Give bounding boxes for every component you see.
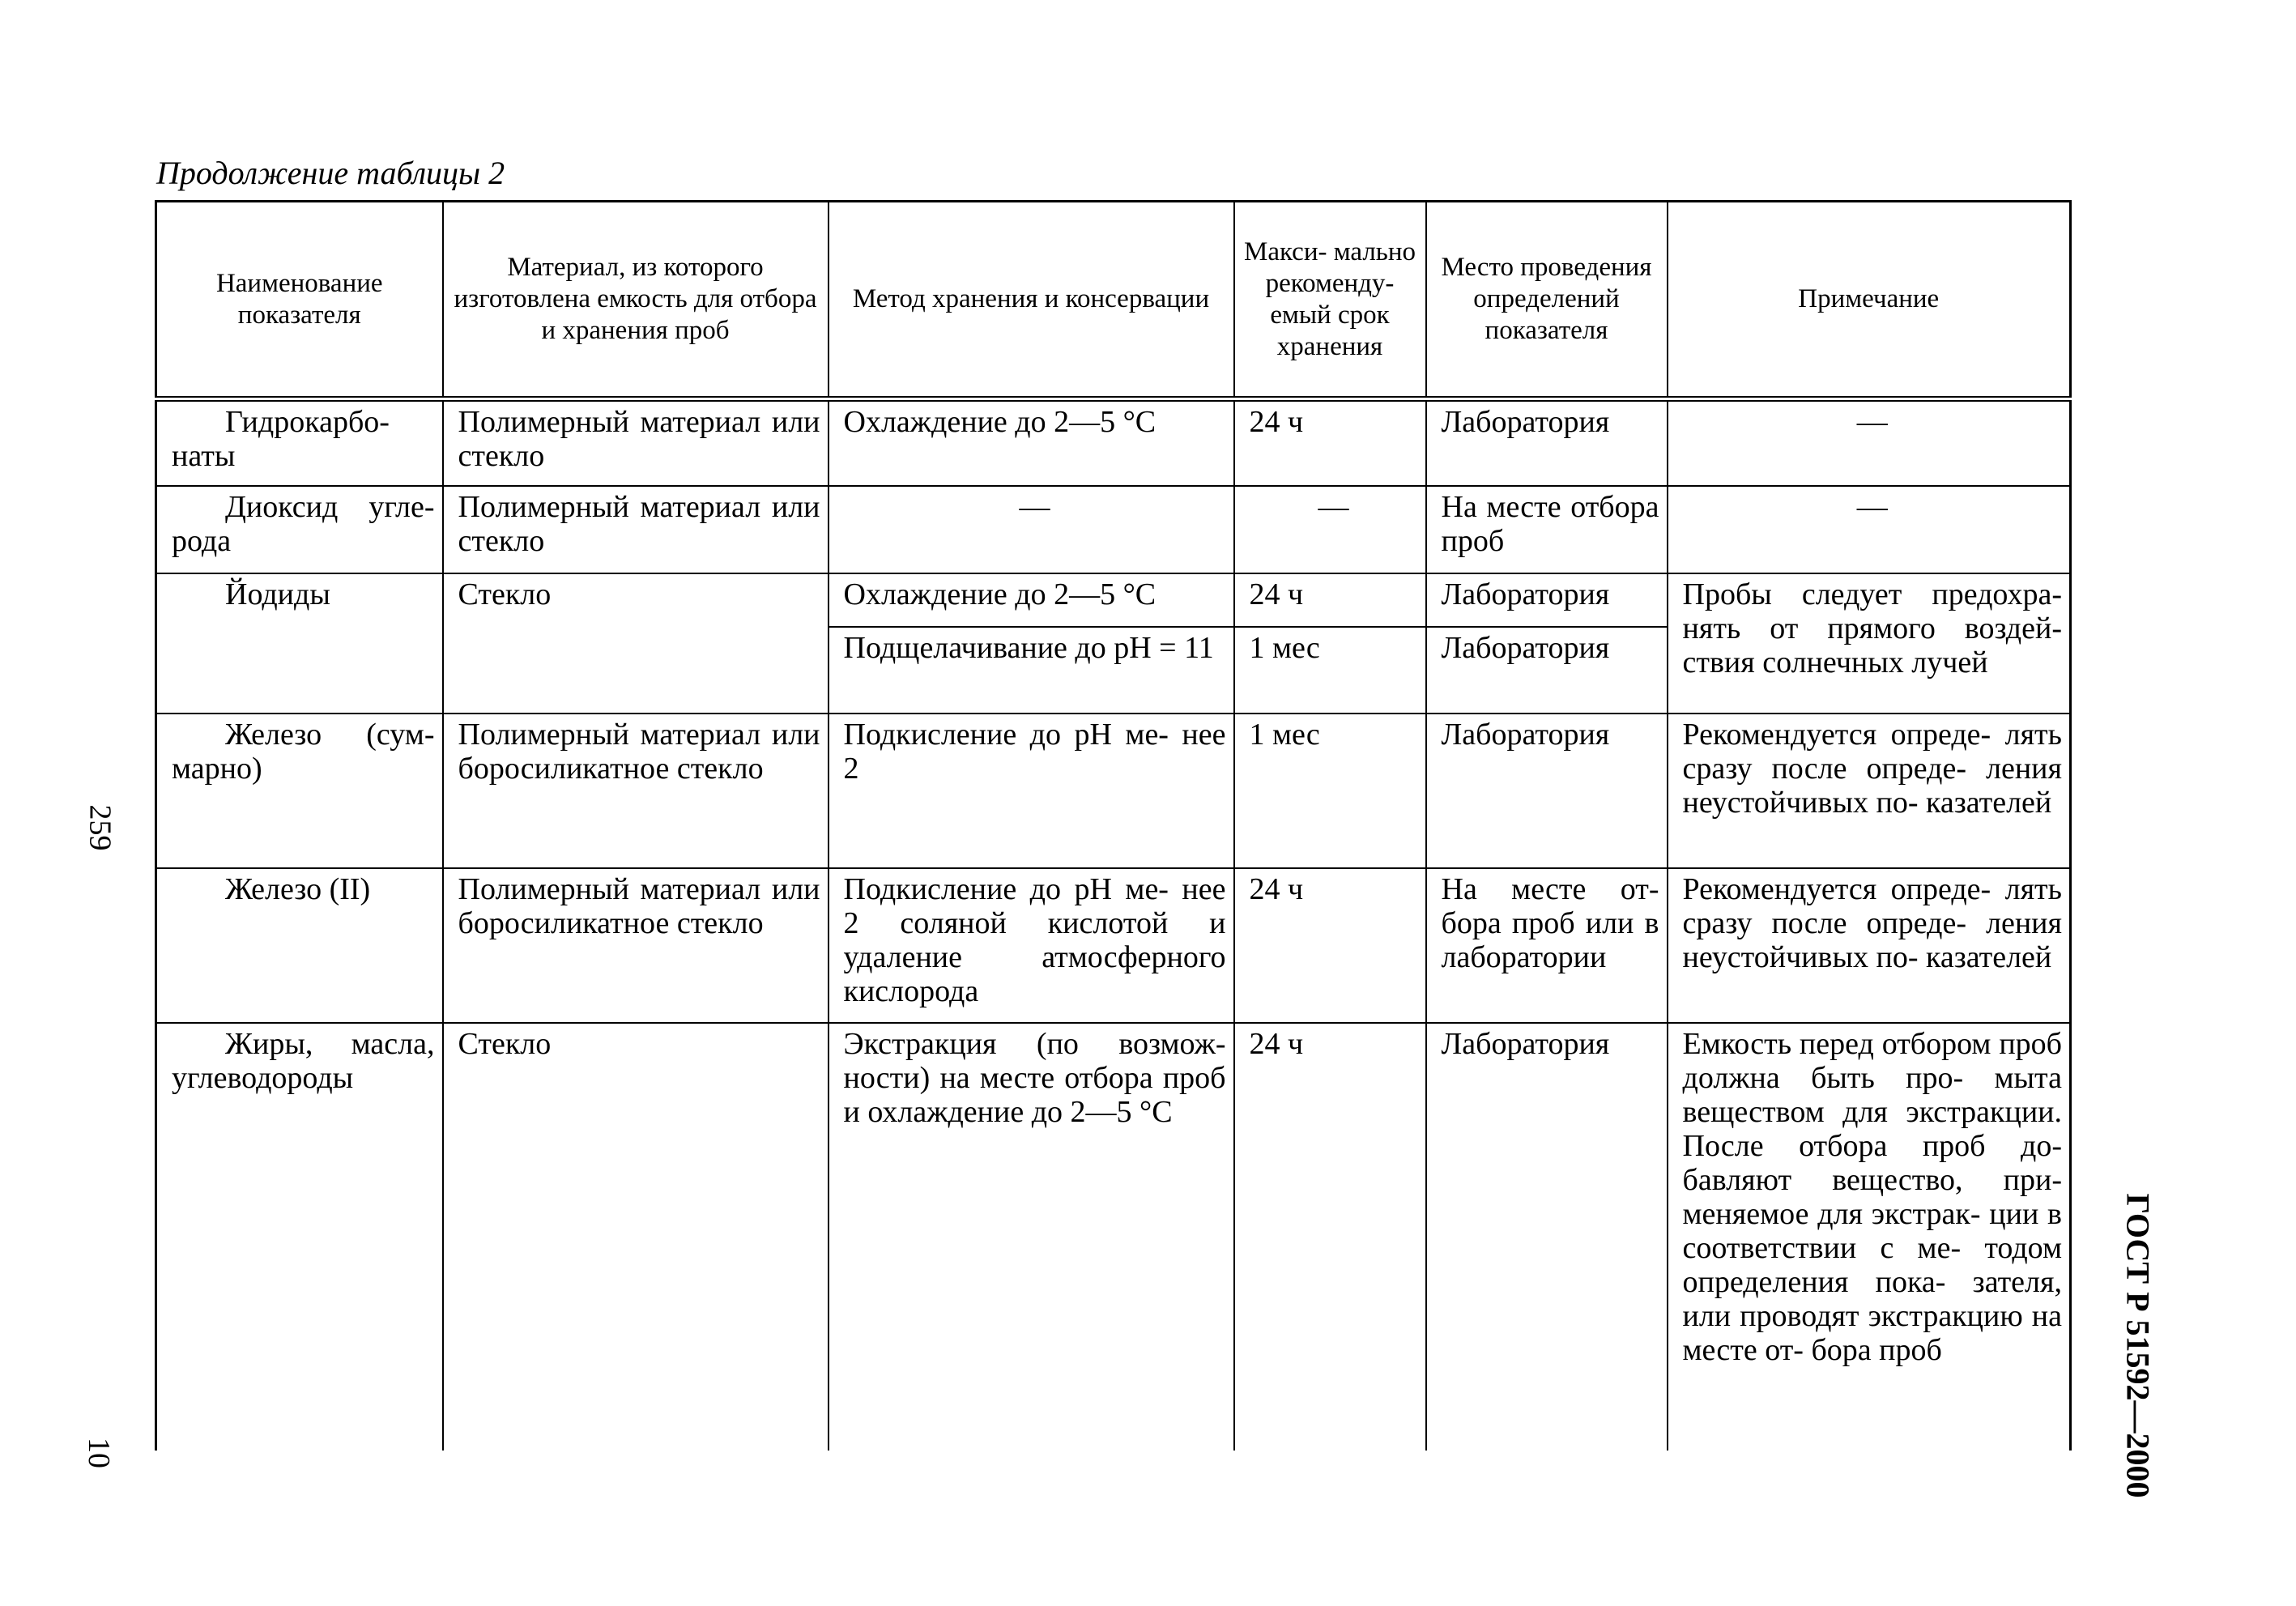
cell-place: Лаборатория — [1426, 627, 1668, 714]
table-row — [156, 868, 2071, 1023]
table-row — [156, 714, 2071, 868]
sheet-number: 10 — [82, 1438, 116, 1468]
cell-max-time: 24 ч — [1234, 399, 1426, 486]
cell-place: Лаборатория — [1426, 573, 1668, 627]
cell-place: Лаборатория — [1426, 714, 1668, 868]
header-material: Материал, из которого изготовлена емкость для отбора и хранения проб — [443, 202, 829, 399]
header-method: Метод хранения и консервации — [829, 202, 1234, 399]
header-name: Наименование показателя — [156, 202, 443, 399]
cell-material: Стекло — [443, 1023, 829, 1451]
table-row — [156, 486, 2071, 573]
cell-method: Подщелачивание до рН = 11 — [829, 627, 1234, 714]
table-row — [156, 1023, 2071, 1451]
cell-method: Экстракция (по возмож- ности) на месте отбора проб и охлаждение до 2—5 °С — [829, 1023, 1234, 1451]
header-max-time: Макси- мально рекоменду- емый срок хранения — [1234, 202, 1426, 399]
cell-place: На месте отбора проб — [1426, 486, 1668, 573]
table-row — [156, 399, 2071, 486]
cell-note: Рекомендуется опреде- лять сразу после опреде- ления неустойчивых по- казателей — [1668, 868, 2071, 1023]
cell-material: Полимерный материал или боросиликатное стекло — [443, 714, 829, 868]
cell-method: Охлаждение до 2—5 °С — [829, 573, 1234, 627]
table-caption: Продолжение таблицы 2 — [156, 155, 505, 191]
storage-table — [155, 200, 2072, 1451]
cell-place: Лаборатория — [1426, 399, 1668, 486]
header-place: Место проведения определений показателя — [1426, 202, 1668, 399]
header-note: Примечание — [1668, 202, 2071, 399]
cell-method: Подкисление до рН ме- нее 2 — [829, 714, 1234, 868]
cell-material: Полимерный материал или стекло — [443, 486, 829, 573]
table-row — [156, 573, 2071, 627]
cell-place: На месте от- бора проб или в лаборатории — [1426, 868, 1668, 1023]
cell-name: Жиры, масла, углеводороды — [156, 1023, 443, 1451]
cell-method: Подкисление до рН ме- нее 2 соляной кислотой и удаление атмосферного кислорода — [829, 868, 1234, 1023]
cell-max-time: — — [1234, 486, 1426, 573]
cell-max-time: 24 ч — [1234, 868, 1426, 1023]
cell-name: Диоксид угле- рода — [156, 486, 443, 573]
cell-note: Емкость перед отбором проб должна быть про- мыта веществом для экстракции. После отбора проб до- бавляют вещество, при- меняемое для экстрак- ции в соответствии с ме- тодом определения пока- зателя, или проводят экстракцию на месте от- бора проб — [1668, 1023, 2071, 1451]
cell-note: — — [1668, 486, 2071, 573]
cell-material: Полимерный материал или боросиликатное стекло — [443, 868, 829, 1023]
cell-material: Полимерный материал или стекло — [443, 399, 829, 486]
cell-name: Железо (II) — [156, 868, 443, 1023]
page-number: 259 — [83, 804, 117, 851]
cell-name: Железо (сум- марно) — [156, 714, 443, 868]
cell-note: Рекомендуется опреде- лять сразу после опреде- ления неустойчивых по- казателей — [1668, 714, 2071, 868]
cell-place: Лаборатория — [1426, 1023, 1668, 1451]
cell-material: Стекло — [443, 573, 829, 714]
cell-max-time: 24 ч — [1234, 1023, 1426, 1451]
cell-max-time: 1 мес — [1234, 714, 1426, 868]
standard-designation: ГОСТ Р 51592—2000 — [2119, 1193, 2157, 1498]
cell-method: — — [829, 486, 1234, 573]
cell-name: Гидрокарбо- наты — [156, 399, 443, 486]
cell-name: Йодиды — [156, 573, 443, 714]
cell-note: Пробы следует предохра- нять от прямого воздей- ствия солнечных лучей — [1668, 573, 2071, 714]
cell-max-time: 24 ч — [1234, 573, 1426, 627]
header-row — [156, 202, 2071, 399]
cell-method: Охлаждение до 2—5 °С — [829, 399, 1234, 486]
cell-max-time: 1 мес — [1234, 627, 1426, 714]
cell-note: — — [1668, 399, 2071, 486]
